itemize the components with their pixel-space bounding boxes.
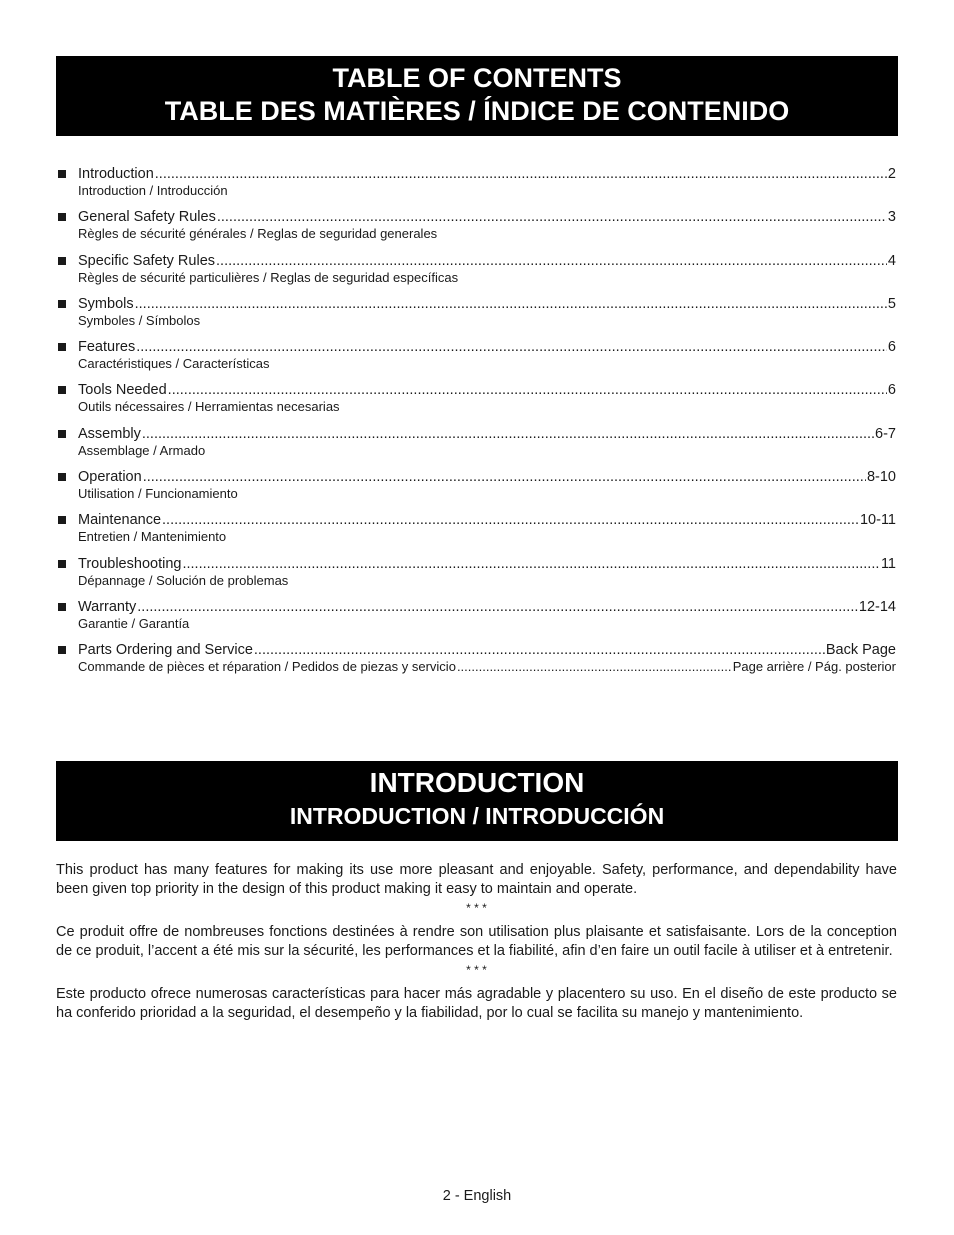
- toc-entry-translation-line: [78, 313, 896, 329]
- toc-entry-main-line: [78, 511, 896, 529]
- toc-entry-translation-line: [78, 226, 896, 242]
- toc-entry: [56, 295, 896, 338]
- toc-entry: [56, 511, 896, 554]
- introduction-paragraph-spanish: Este producto ofrece numerosas características para hacer más agradable y placentero su uso. En el diseño de este producto se ha conferido prioridad a la seguridad, el desempeño y la fiabilidad, por lo cual se facilita su manejo y mantenimiento.: [56, 986, 897, 1021]
- toc-entry-page: 10-11: [859, 512, 896, 529]
- toc-entry-main-line: [78, 468, 896, 486]
- toc-entry-translation: Dépannage / Solución de problemas: [78, 572, 289, 588]
- toc-entry-main-line: [78, 295, 896, 313]
- dot-leader: [168, 381, 887, 399]
- toc-entry-translation-line: [78, 486, 896, 502]
- toc-title-translations: TABLE DES MATIÈRES / ÍNDICE DE CONTENIDO: [164, 96, 790, 126]
- toc-entry-title: Introduction: [78, 166, 154, 182]
- toc-entry: [56, 252, 896, 295]
- toc-entry-title: Warranty: [78, 598, 137, 615]
- toc-entry-page: 6: [887, 382, 896, 399]
- toc-entry-translation: Entretien / Mantenimiento: [78, 529, 227, 545]
- toc-entry-title: Assembly: [78, 425, 141, 442]
- toc-entry-main-line: [78, 338, 896, 356]
- introduction-title: INTRODUCTION: [369, 767, 585, 798]
- toc-entry-translation-line: [78, 659, 896, 675]
- toc-entry-page: 6: [887, 339, 896, 356]
- toc-entry-title: Specific Safety Rules: [78, 252, 216, 269]
- dot-leader: [217, 208, 887, 226]
- introduction-paragraph-french: Ce produit offre de nombreuses fonctions destinées à rendre son utilisation plus plaisante et satisfaisante. Lors de la conception de ce produit, l’accent a été mis sur la sécurité, les performances et la fiabilité, afin d’en faire un outil facile à utiliser et à entretenir.: [56, 924, 897, 959]
- toc-entry-translation: Outils nécessaires / Herramientas necesarias: [78, 399, 340, 415]
- square-bullet-icon: [58, 646, 66, 654]
- toc-entry-title: Maintenance: [78, 512, 162, 529]
- introduction-title-translations: INTRODUCTION / INTRODUCCIÓN: [289, 803, 665, 829]
- toc-header-banner: [56, 56, 898, 136]
- toc-entry-translation: Caractéristiques / Características: [78, 356, 270, 372]
- introduction-body: [56, 861, 897, 1022]
- toc-list: [56, 165, 896, 685]
- toc-entry: [56, 598, 896, 641]
- toc-entry-page: 4: [887, 252, 896, 269]
- section-separator: * * *: [466, 963, 487, 977]
- dot-leader: [155, 165, 887, 183]
- square-bullet-icon: [58, 560, 66, 568]
- dot-leader: [216, 252, 887, 270]
- introduction-paragraph-english: This product has many features for making its use more pleasant and enjoyable. Safety, performance, and dependability have been given top priority in the design of this product making it easy to maintain and operate.: [56, 862, 897, 897]
- toc-entry-page: 8-10: [866, 469, 896, 486]
- toc-entry-translation-line: [78, 183, 896, 199]
- toc-entry-page: 5: [887, 295, 896, 312]
- toc-entry-translation-line: [78, 399, 896, 415]
- toc-entry-translation: Commande de pièces et réparation / Pedidos de piezas y servicio: [78, 659, 456, 675]
- toc-entry-page: Back Page: [825, 642, 896, 659]
- toc-entry-page: 6-7: [875, 425, 896, 442]
- toc-entry-translation-line: [78, 270, 896, 286]
- square-bullet-icon: [58, 213, 66, 221]
- toc-entry-translation: Symboles / Símbolos: [78, 312, 201, 328]
- dot-leader: [162, 511, 859, 529]
- dot-leader: [457, 659, 732, 675]
- square-bullet-icon: [58, 170, 66, 178]
- toc-entry-translation: Utilisation / Funcionamiento: [78, 486, 238, 502]
- toc-entry-translation: Règles de sécurité générales / Reglas de seguridad generales: [78, 226, 438, 242]
- introduction-header-banner: [56, 761, 898, 841]
- toc-entry: [56, 381, 896, 424]
- dot-leader: [143, 468, 866, 486]
- toc-entry-page: 11: [880, 555, 896, 572]
- toc-entry-title: General Safety Rules: [78, 209, 216, 226]
- dot-leader: [137, 598, 858, 616]
- toc-entry-title: Features: [78, 339, 136, 356]
- dot-leader: [142, 425, 874, 443]
- toc-entry: [56, 165, 896, 208]
- dot-leader: [182, 555, 879, 573]
- toc-entry-translation: Introduction / Introducción: [78, 183, 228, 198]
- toc-entry-title: Operation: [78, 469, 142, 486]
- toc-entry-page: 12-14: [858, 598, 896, 615]
- toc-entry-main-line: [78, 208, 896, 226]
- toc-entry: [56, 425, 896, 468]
- toc-entry-main-line: [78, 165, 896, 183]
- square-bullet-icon: [58, 343, 66, 351]
- toc-entry: [56, 208, 896, 251]
- toc-entry-translation-line: [78, 573, 896, 589]
- toc-entry-main-line: [78, 555, 896, 573]
- square-bullet-icon: [58, 473, 66, 481]
- square-bullet-icon: [58, 386, 66, 394]
- dot-leader: [136, 338, 887, 356]
- toc-entry-page: 3: [887, 209, 896, 226]
- square-bullet-icon: [58, 516, 66, 524]
- toc-entry-page: 2: [887, 166, 896, 182]
- toc-entry-main-line: [78, 381, 896, 399]
- square-bullet-icon: [58, 430, 66, 438]
- toc-entry-translation-line: [78, 356, 896, 372]
- toc-entry-main-line: [78, 252, 896, 270]
- toc-entry-title: Troubleshooting: [78, 555, 182, 572]
- dot-leader: [254, 641, 825, 659]
- toc-entry-title: Symbols: [78, 295, 134, 312]
- toc-entry: [56, 338, 896, 381]
- square-bullet-icon: [58, 257, 66, 265]
- toc-entry-title: Parts Ordering and Service: [78, 642, 253, 659]
- toc-title: TABLE OF CONTENTS: [332, 63, 622, 93]
- section-separator: * * *: [466, 901, 487, 915]
- toc-entry: [56, 555, 896, 598]
- square-bullet-icon: [58, 300, 66, 308]
- toc-entry-translation-line: [78, 529, 896, 545]
- toc-entry-translation-page: Page arrière / Pág. posterior: [732, 659, 896, 675]
- page-footer: 2 - English: [442, 1188, 512, 1204]
- toc-entry-main-line: [78, 425, 896, 443]
- toc-entry: [56, 468, 896, 511]
- toc-entry-title: Tools Needed: [78, 382, 167, 399]
- toc-entry-translation-line: [78, 616, 896, 632]
- toc-entry-translation-line: [78, 443, 896, 459]
- toc-entry: [56, 641, 896, 684]
- toc-entry-translation: Assemblage / Armado: [78, 442, 206, 458]
- square-bullet-icon: [58, 603, 66, 611]
- dot-leader: [135, 295, 887, 313]
- toc-entry-main-line: [78, 598, 896, 616]
- toc-entry-main-line: [78, 641, 896, 659]
- toc-entry-translation: Règles de sécurité particulières / Reglas de seguridad específicas: [78, 269, 459, 285]
- toc-entry-translation: Garantie / Garantía: [78, 615, 190, 631]
